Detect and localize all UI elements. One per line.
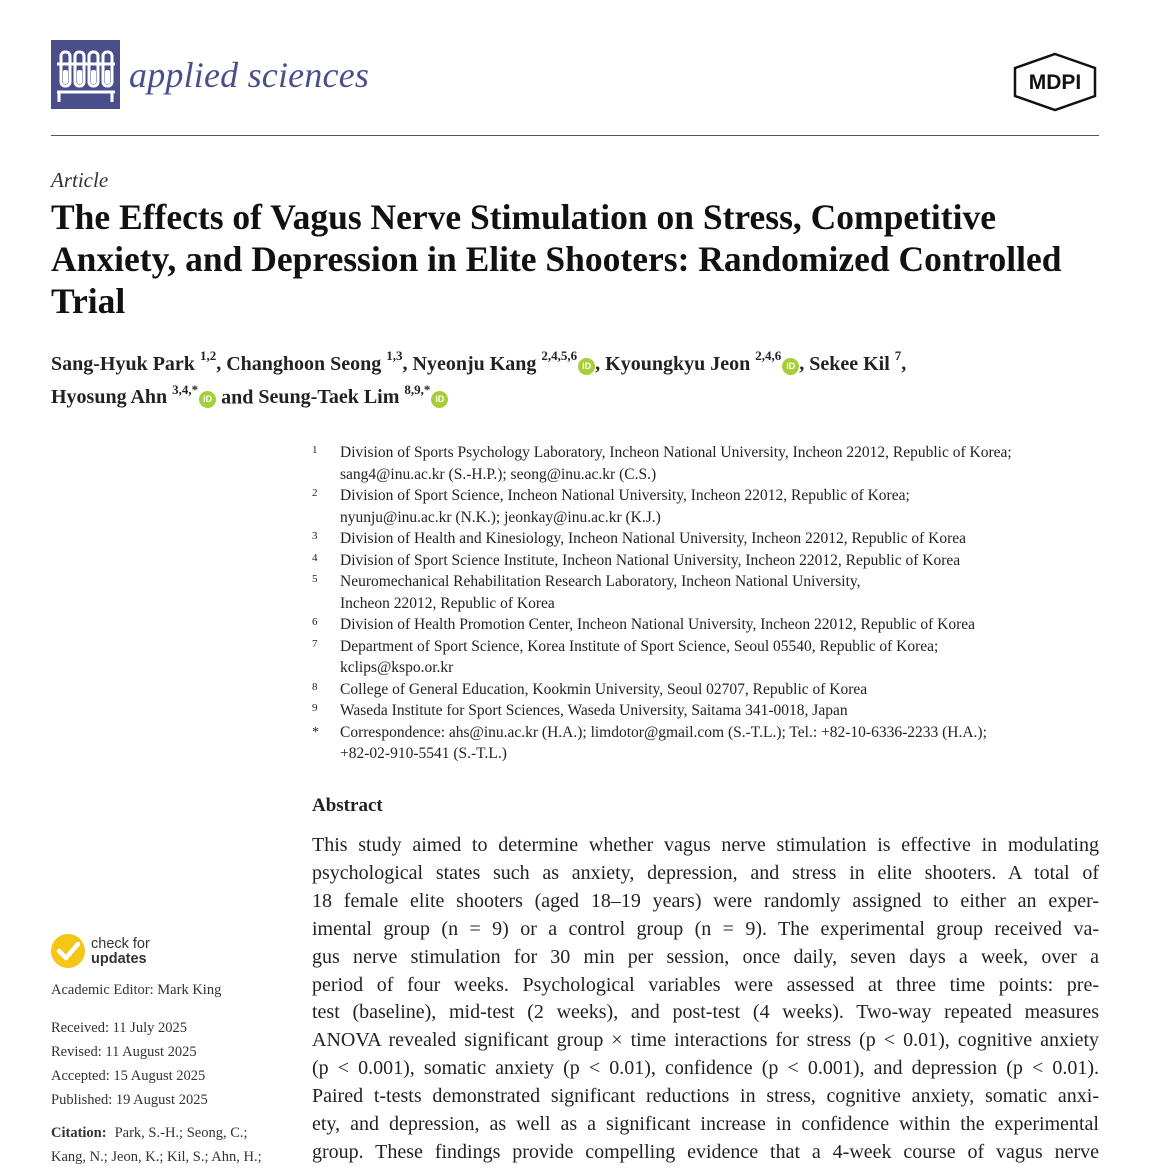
affiliation-item	[312, 528, 1102, 550]
author-separator: ,	[799, 352, 810, 375]
abstract-line: period of four weeks. Psychological variables were assessed at three time points: pre-	[312, 973, 1099, 996]
affiliation-text-cont: +82-02-910-5541 (S.-T.L.)	[340, 745, 507, 762]
orcid-icon[interactable]: iD	[199, 391, 216, 408]
abstract-line: ety, and depression, as well as a significant increase in confidence within the experimental	[312, 1113, 1099, 1136]
affiliation-item	[312, 636, 1102, 679]
affiliation-number: 5	[312, 573, 318, 585]
author-list	[51, 344, 1111, 411]
affiliation-number: 1	[312, 444, 318, 456]
affiliation-text: Correspondence: ahs@inu.ac.kr (H.A.); limdotor@gmail.com (S.-T.L.); Tel.: +82-10-6336-2233 (H.A.);	[340, 723, 987, 741]
abstract-line: Paired t-tests demonstrated significant reductions in stress, cognitive anxiety, somatic anxi-	[312, 1085, 1099, 1108]
affiliation-text-cont: sang4@inu.ac.kr (S.-H.P.); seong@inu.ac.kr (C.S.)	[340, 465, 657, 483]
author-affiliation-marks: 1,3	[386, 348, 403, 363]
author-name: Seung-Taek Lim	[258, 386, 400, 409]
affiliation-item	[312, 550, 1102, 572]
affiliation-item	[312, 700, 1102, 722]
author-separator: ,	[901, 352, 907, 375]
affiliation-text: Department of Sport Science, Korea Institute of Sport Science, Seoul 05540, Republic of Korea;	[340, 637, 939, 655]
article-sidebar	[51, 982, 271, 1169]
orcid-icon[interactable]: iD	[431, 391, 448, 408]
date-accepted: Accepted: 15 August 2025	[51, 1068, 206, 1084]
author-name: Sang-Hyuk Park	[51, 352, 195, 375]
author[interactable]	[412, 348, 596, 375]
author-affiliation-marks: 1,2	[199, 348, 217, 363]
citation-line: Kang, N.; Jeon, K.; Kil, S.; Ahn, H.;	[51, 1149, 262, 1165]
affiliation-number: 6	[312, 616, 318, 628]
author-name: Changhoon Seong	[226, 352, 382, 375]
affiliation-text: Division of Health and Kinesiology, Incheon National University, Incheon 22012, Republic of Korea	[340, 530, 967, 547]
abstract-line: This study aimed to determine whether vagus nerve stimulation is effective in modulating	[312, 834, 1099, 856]
mdpi-logo[interactable]	[1011, 52, 1099, 112]
affiliation-number: 2	[312, 487, 318, 499]
affiliation-number: 9	[312, 702, 318, 714]
affiliation-number: 7	[312, 637, 318, 650]
abstract-line: imental group (n = 9) or a control group (n = 9). The experimental group received va-	[312, 917, 1099, 940]
journal-header	[51, 40, 1099, 110]
citation-line: Park, S.-H.; Seong, C.;	[114, 1125, 248, 1141]
affiliation-list	[312, 442, 1102, 765]
citation-label: Citation:	[51, 1125, 107, 1141]
author[interactable]	[809, 348, 902, 375]
affiliation-text: Waseda Institute for Sport Sciences, Waseda University, Saitama 341-0018, Japan	[340, 702, 848, 719]
affiliation-text-cont: kclips@kspo.or.kr	[340, 659, 454, 676]
author-affiliation-marks: 2,4,5,6	[541, 348, 578, 363]
article-type: Article	[51, 168, 109, 192]
affiliation-item	[312, 485, 1102, 528]
journal-logo	[51, 40, 120, 109]
abstract-line: gus nerve stimulation for 30 min per session, once daily, seven days a week, over a	[312, 945, 1099, 968]
author[interactable]	[226, 348, 403, 375]
mdpi-logo-text: MDPI	[1028, 71, 1082, 94]
author-name: Sekee Kil	[809, 352, 890, 375]
test-tubes-icon	[51, 40, 120, 109]
author-separator: ,	[595, 352, 606, 375]
citation	[51, 1121, 271, 1169]
affiliation-number: 3	[312, 530, 318, 542]
author-name: Nyeonju Kang	[412, 352, 537, 375]
affiliation-text-cont: Incheon 22012, Republic of Korea	[340, 594, 555, 612]
affiliation-text: Division of Health Promotion Center, Incheon National University, Incheon 22012, Republic of Korea	[340, 616, 976, 633]
affiliation-number: 4	[312, 551, 318, 564]
author-name: Kyoungkyu Jeon	[605, 352, 751, 375]
abstract-line: test (baseline), mid-test (2 weeks), and post-test (4 weeks). Two-way repeated measures	[312, 1001, 1099, 1024]
affiliation-number: 8	[312, 680, 318, 693]
date-published: Published: 19 August 2025	[51, 1092, 208, 1108]
affiliation-item	[312, 614, 1102, 636]
author-affiliation-marks: 7	[894, 348, 902, 363]
affiliation-item	[312, 722, 1102, 765]
date-received: Received: 11 July 2025	[51, 1020, 187, 1036]
abstract-line: (p < 0.001), somatic anxiety (p < 0.01), confidence (p < 0.001), and depression (p < 0.01).	[312, 1057, 1099, 1080]
checkmark-icon	[51, 934, 85, 968]
abstract-line: group. These findings provide compelling evidence that a 4-week course of vagus nerve	[312, 1140, 1099, 1163]
author[interactable]	[51, 381, 216, 409]
header-rule	[51, 135, 1099, 136]
author-affiliation-marks: 2,4,6	[755, 348, 782, 363]
academic-editor: Academic Editor: Mark King	[51, 982, 222, 998]
affiliation-item	[312, 679, 1102, 701]
affiliation-text: Neuromechanical Rehabilitation Research Laboratory, Incheon National University,	[340, 573, 861, 590]
abstract-text	[312, 832, 1099, 1167]
check-updates-line1: check for	[91, 936, 150, 952]
check-for-updates-badge[interactable]	[51, 932, 211, 972]
affiliation-item	[312, 442, 1102, 485]
author-separator: ,	[216, 352, 227, 375]
author-separator: and	[216, 386, 259, 409]
abstract-heading: Abstract	[312, 795, 383, 816]
author[interactable]	[258, 381, 448, 409]
article-title: The Effects of Vagus Nerve Stimulation on Stress, Competitive Anxiety, and Depression in Elite Shooters: Randomized Controlled Trial	[51, 197, 1062, 321]
affiliation-text: Division of Sports Psychology Laboratory, Incheon National University, Incheon 22012, Republic of Korea;	[340, 444, 1012, 461]
affiliation-number: *	[312, 724, 319, 740]
author[interactable]	[605, 348, 799, 375]
affiliation-text: College of General Education, Kookmin University, Seoul 02707, Republic of Korea	[340, 680, 868, 698]
orcid-icon[interactable]: iD	[578, 358, 595, 375]
affiliation-text-cont: nyunju@inu.ac.kr (N.K.); jeonkay@inu.ac.kr (K.J.)	[340, 508, 661, 526]
affiliation-item	[312, 571, 1102, 614]
orcid-icon[interactable]: iD	[782, 358, 799, 375]
author-affiliation-marks: 8,9,*	[404, 381, 431, 397]
author-name: Hyosung Ahn	[51, 386, 168, 409]
author-affiliation-marks: 3,4,*	[172, 381, 199, 397]
affiliation-text: Division of Sport Science, Incheon National University, Incheon 22012, Republic of Korea;	[340, 487, 910, 504]
date-revised: Revised: 11 August 2025	[51, 1044, 197, 1060]
abstract-line: 18 female elite shooters (aged 18–19 years) were randomly assigned to either an exper-	[312, 889, 1099, 912]
abstract-line: ANOVA revealed significant group × time interactions for stress (p < 0.01), cognitive anxiety	[312, 1029, 1099, 1052]
author[interactable]	[51, 348, 217, 375]
abstract-line: psychological states such as anxiety, depression, and stress in elite shooters. A total of	[312, 861, 1099, 884]
journal-name[interactable]: applied sciences	[129, 55, 370, 95]
affiliation-text: Division of Sport Science Institute, Incheon National University, Incheon 22012, Republic of Korea	[340, 551, 961, 569]
check-updates-line2: updates	[91, 951, 147, 967]
author-separator: ,	[402, 352, 413, 375]
